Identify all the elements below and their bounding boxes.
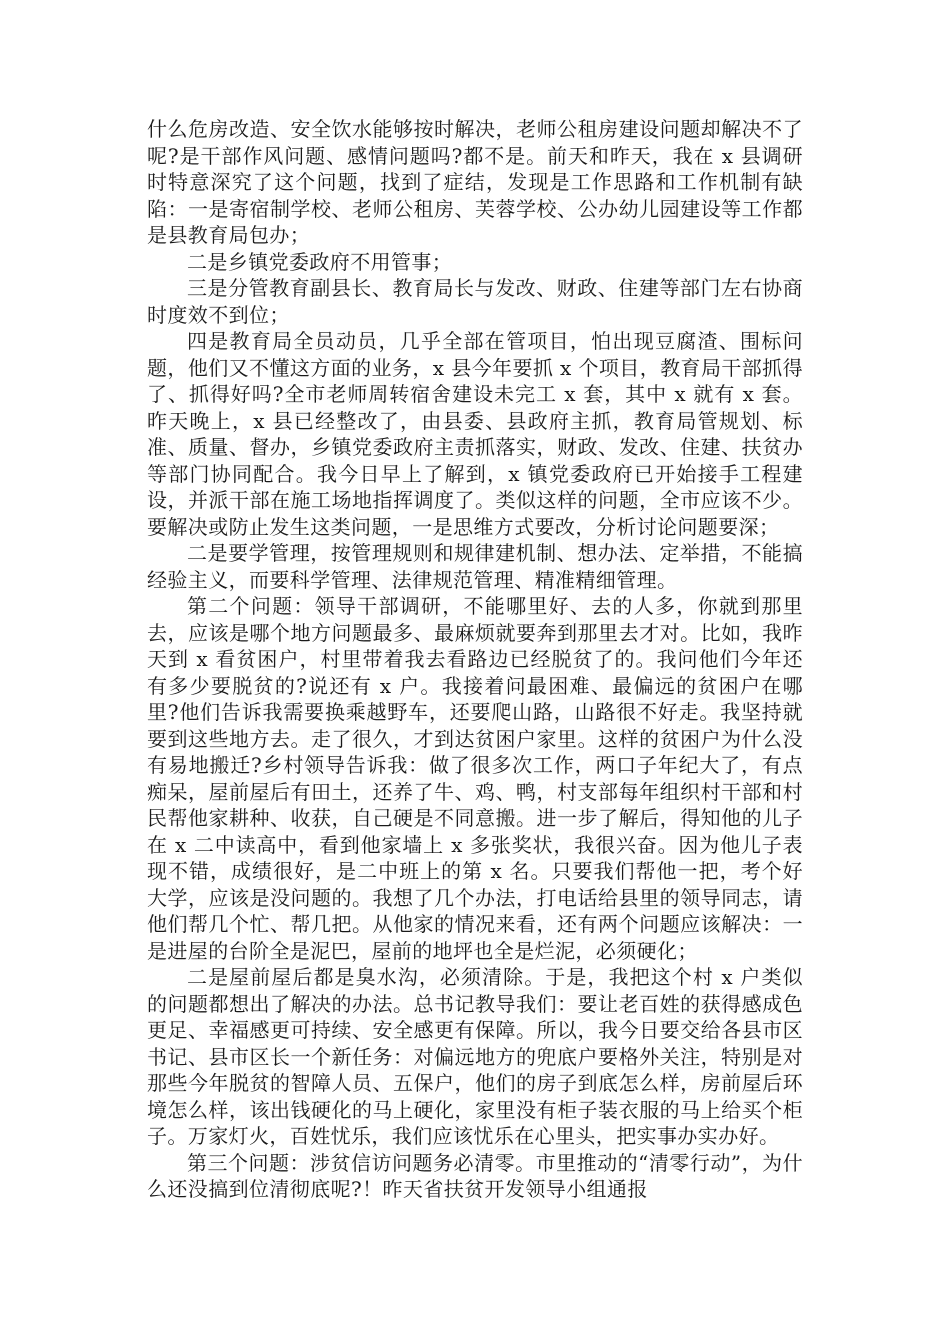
body-text	[147, 116, 803, 1203]
paragraph: 二是乡镇党委政府不用管事；	[187, 249, 453, 274]
paragraph: 第二个问题：领导干部调研，不能哪里好、去的人多，你就到那里去，应该是哪个地方问题最多、最麻烦就要奔到那里去才对。比如，我昨天到 x 看贫困户，村里带着我去看路边已经脱贫了的。我问他们今年还有多少要脱贫的?说还有 x 户。我接着问最困难、最偏远的贫困户在哪里?他们告诉我需要换乘越野车，还要爬山路，山路很不好走。我坚持就要到这些地方去。走了很久，才到达贫困户家里。这样的贫困户为什么没有易地搬迁?乡村领导告诉我：做了很多次工作，两口子年纪大了，有点痴呆，屋前屋后有田土，还养了牛、鸡、鸭，村支部每年组织村干部和村民帮他家耕种、收获，自己硬是不同意搬。进一步了解后，得知他的儿子在 x 二中读高中，看到他家墙上 x 多张奖状，我很兴奋。因为他儿子表现不错，成绩很好，是二中班上的第 x 名。只要我们帮他一把，考个好大学，应该是没问题的。我想了几个办法，打电话给县里的领导同志，请他们帮几个忙、帮几把。从他家的情况来看，还有两个问题应该解决：一是进屋的台阶全是泥巴，屋前的地坪也全是烂泥，必须硬化；	[147, 594, 803, 963]
paragraph: 什么危房改造、安全饮水能够按时解决，老师公租房建设问题却解决不了呢?是干部作风问题、感情问题吗?都不是。前天和昨天，我在 x 县调研时特意深究了这个问题，找到了症结，发现是工作思路和工作机制有缺陷：一是寄宿制学校、老师公租房、芙蓉学校、公办幼儿园建设等工作都是县教育局包办；	[147, 117, 803, 247]
paragraph: 四是教育局全员动员，几乎全部在管项目，怕出现豆腐渣、围标问题，他们又不懂这方面的业务，x 县今年要抓 x 个项目，教育局干部抓得了、抓得好吗?全市老师周转宿舍建设未完工 x 套，其中 x 就有 x 套。昨天晚上，x 县已经整改了，由县委、县政府主抓，教育局管规划、标准、质量、督办，乡镇党委政府主责抓落实，财政、发改、住建、扶贫办等部门协同配合。我今日早上了解到，x 镇党委政府已开始接手工程建设，并派干部在施工场地指挥调度了。类似这样的问题，全市应该不少。要解决或防止发生这类问题，一是思维方式要改，分析讨论问题要深；	[147, 329, 803, 539]
paragraph: 第三个问题：涉贫信访问题务必清零。市里推动的“清零行动”，为什么还没搞到位清彻底呢?！昨天省扶贫开发领导小组通报	[147, 1150, 803, 1201]
paragraph: 三是分管教育副县长、教育局长与发改、财政、住建等部门左右协商时度效不到位；	[147, 276, 803, 327]
paragraph: 二是屋前屋后都是臭水沟，必须清除。于是，我把这个村 x 户类似的问题都想出了解决的办法。总书记教导我们：要让老百姓的获得感成色更足、幸福感更可持续、安全感更有保障。所以，我今日要交给各县市区书记、县市区长一个新任务：对偏远地方的兜底户要格外关注，特别是对那些今年脱贫的智障人员、五保户，他们的房子到底怎么样，房前屋后环境怎么样，该出钱硬化的马上硬化，家里没有柜子装衣服的马上给买个柜子。万家灯火，百姓忧乐，我们应该忧乐在心里头，把实事办实办好。	[147, 965, 803, 1148]
paragraph: 二是要学管理，按管理规则和规律建机制、想办法、定举措，不能搞经验主义，而要科学管理、法律规范管理、精准精细管理。	[147, 541, 803, 592]
